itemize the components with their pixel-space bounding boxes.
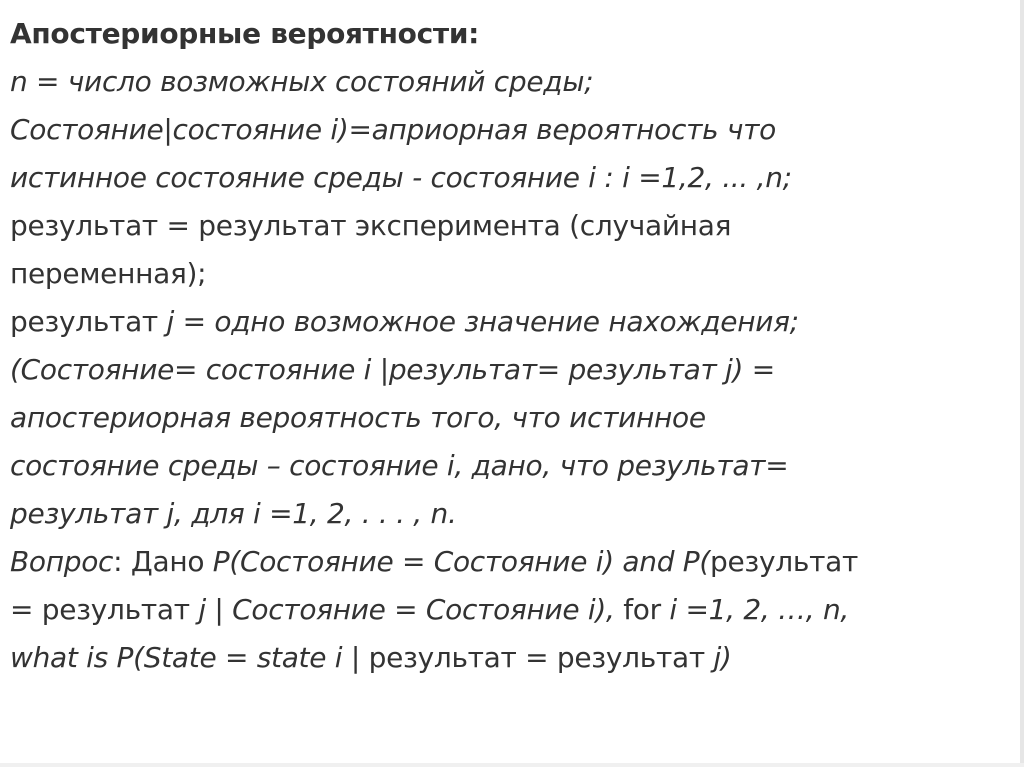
text-segment: Вопрос <box>10 545 114 578</box>
text-segment: = результат <box>10 593 199 626</box>
text-segment: : Дано <box>113 545 213 578</box>
text-segment: P(Состояние = Состояние i) and P( <box>212 545 711 578</box>
text-segment: j | Состояние = Состояние i), <box>198 593 624 626</box>
text-segment: j) <box>713 641 732 674</box>
text-line <box>10 490 1014 538</box>
text-line <box>10 58 1014 106</box>
slide-bottom-edge <box>0 763 1024 767</box>
text-line <box>10 586 1014 634</box>
slide-right-edge <box>1020 0 1024 767</box>
text-segment: n = число возможных состояний среды; <box>10 65 594 98</box>
text-segment: результат = результат эксперимента (случайная <box>10 209 732 242</box>
text-segment: истинное состояние среды - состояние i : i =1,2, ... ,n; <box>10 161 792 194</box>
text-segment: переменная); <box>10 257 207 290</box>
text-line <box>10 202 1014 250</box>
text-segment: (Состояние= состояние i |результат= результат j) = <box>10 353 775 386</box>
slide-body <box>10 58 1014 682</box>
text-segment: i =1, 2, …, n, <box>669 593 850 626</box>
text-segment: for <box>623 593 670 626</box>
text-segment: апостериорная вероятность того, что истинное <box>10 401 706 434</box>
text-segment: Состояние|состояние i)=априорная вероятность что <box>10 113 776 146</box>
text-segment: результат <box>710 545 858 578</box>
text-line <box>10 106 1014 154</box>
text-segment: результат = результат <box>368 641 714 674</box>
text-line <box>10 298 1014 346</box>
text-line <box>10 250 1014 298</box>
text-segment: состояние среды – состояние i, дано, что результат= <box>10 449 789 482</box>
text-line <box>10 154 1014 202</box>
text-segment: what is P(State = state i | <box>10 641 369 674</box>
text-line <box>10 346 1014 394</box>
text-line <box>10 442 1014 490</box>
text-segment: j = одно возможное значение нахождения; <box>166 305 799 338</box>
text-segment: результат j, для i =1, 2, . . . , n. <box>10 497 457 530</box>
text-line <box>10 538 1014 586</box>
text-segment: результат <box>10 305 167 338</box>
slide-title: Апостериорные вероятности: <box>10 17 480 50</box>
text-line <box>10 394 1014 442</box>
text-line <box>10 634 1014 682</box>
